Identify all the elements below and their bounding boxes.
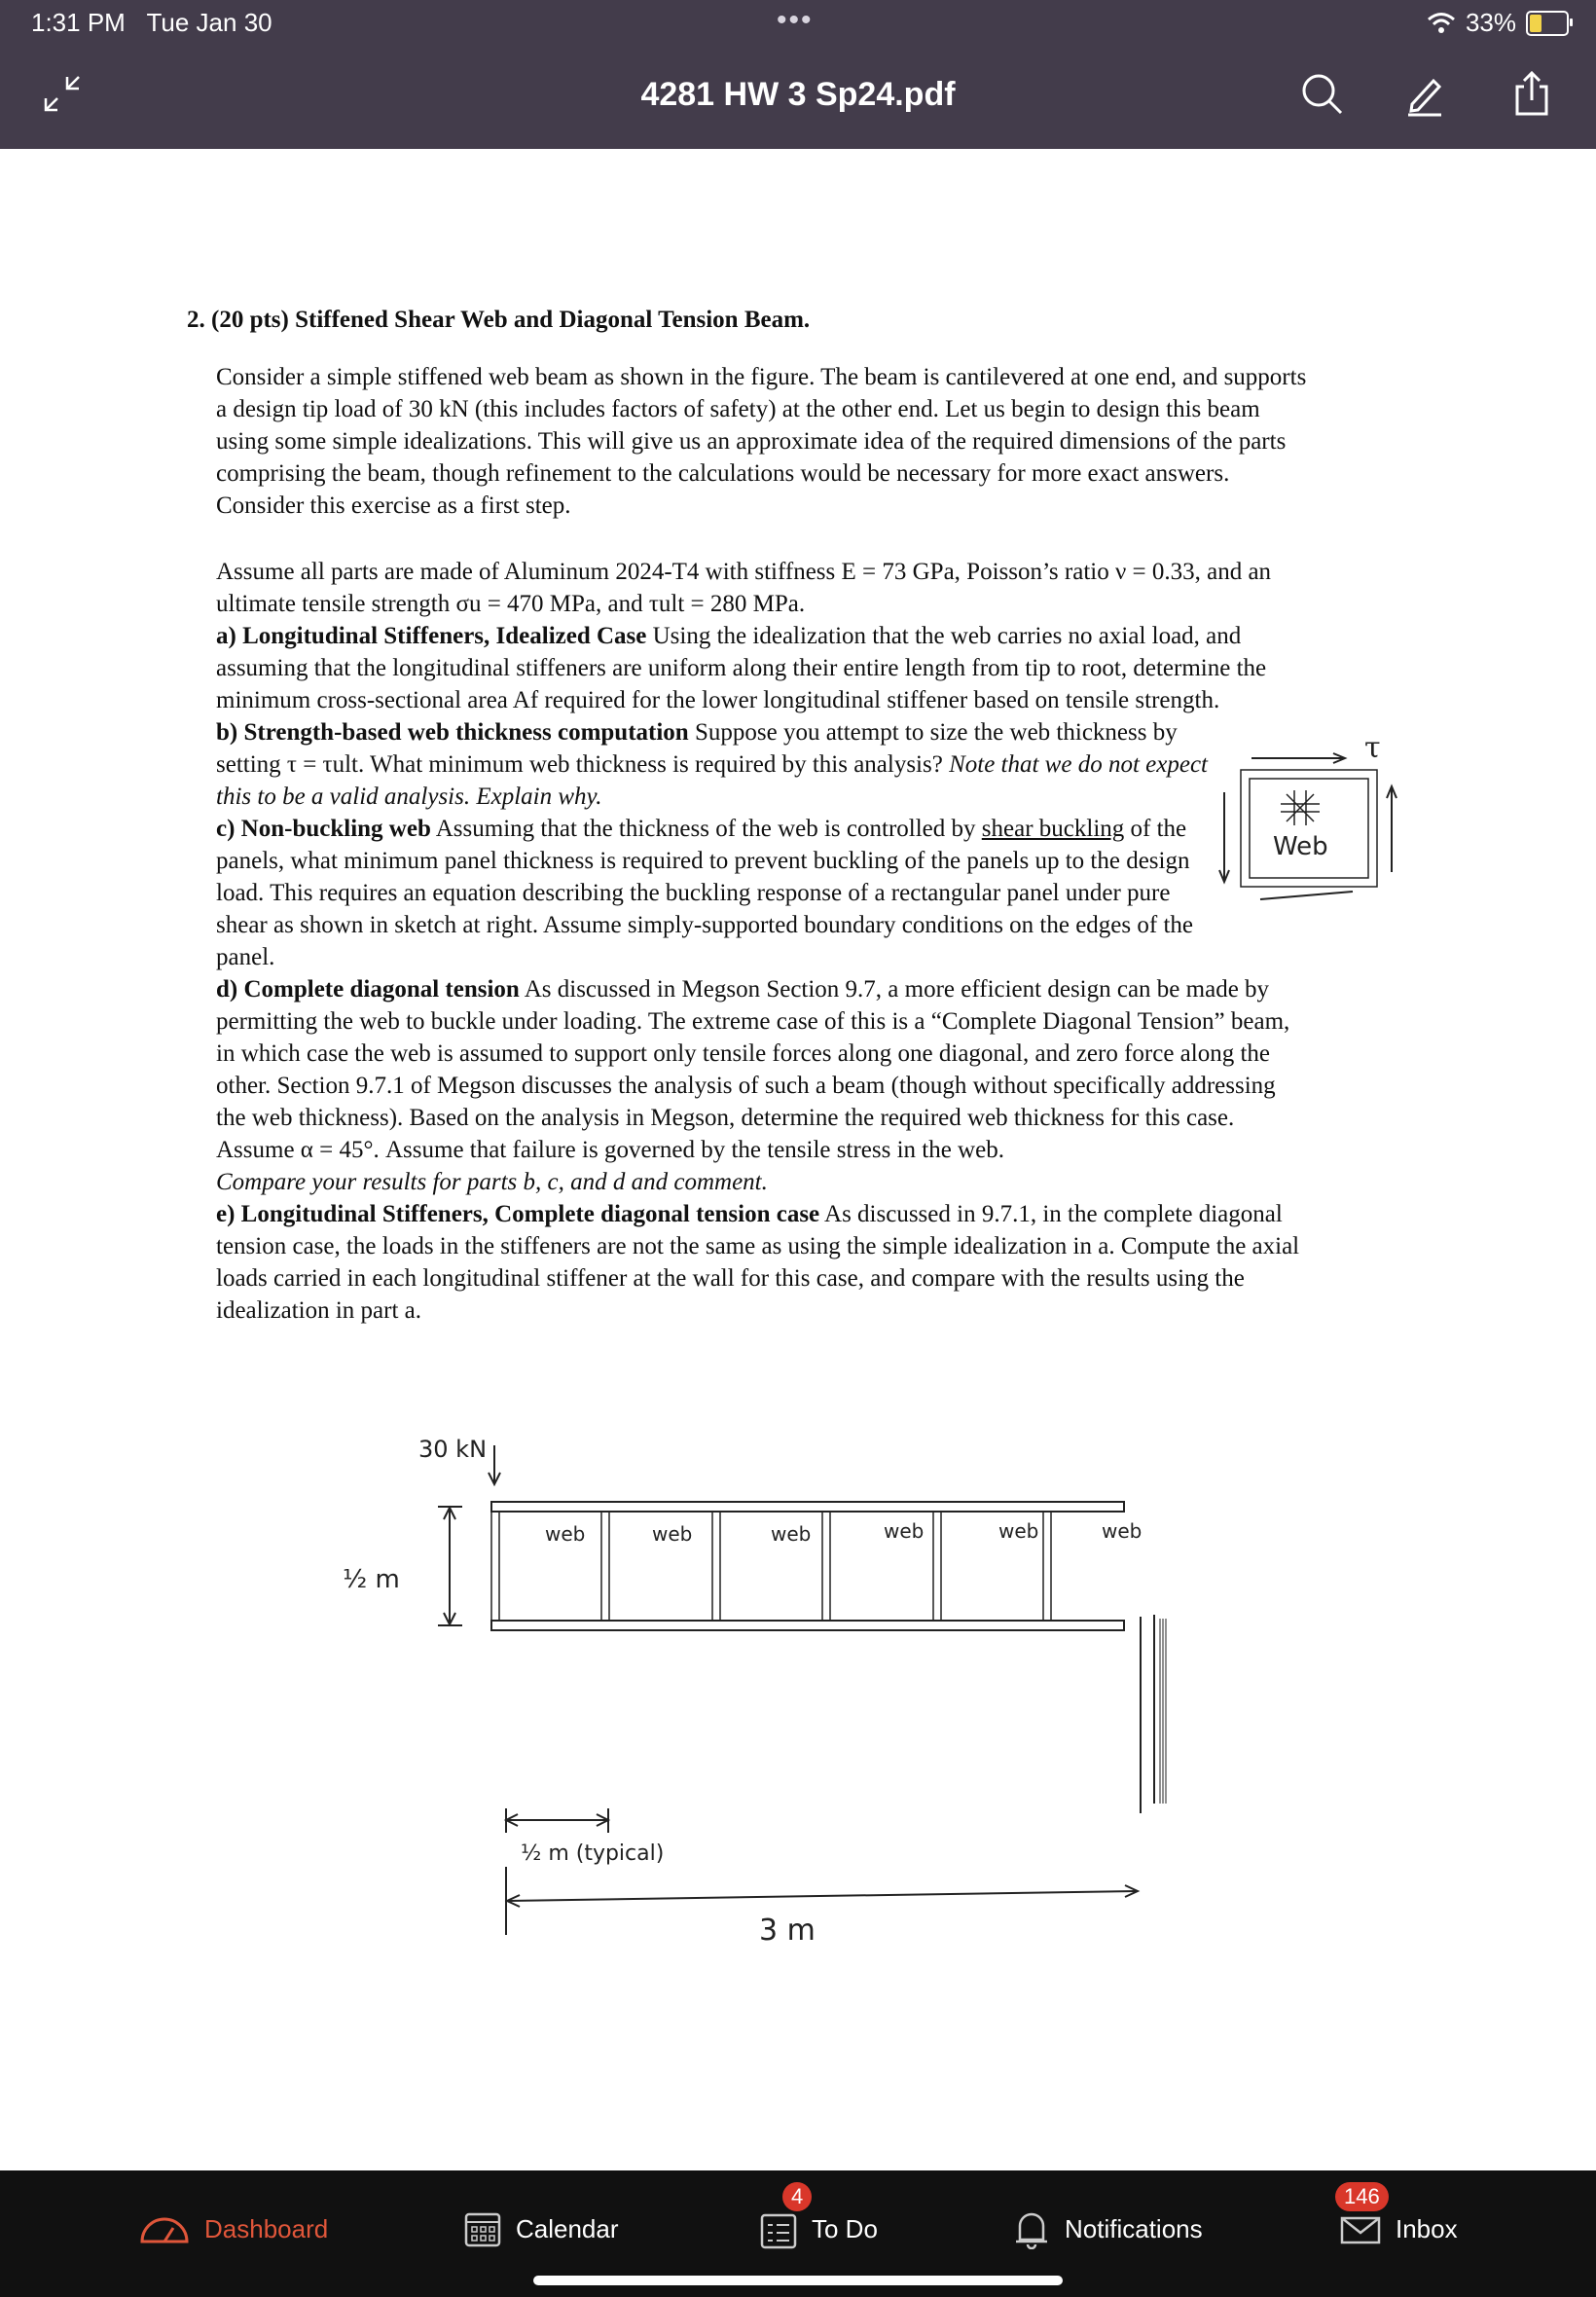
battery-percent: 33%	[1465, 8, 1516, 37]
tab-dashboard[interactable]	[138, 2200, 328, 2258]
question-heading: 2. (20 pts) Stiffened Shear Web and Diagonal Tension Beam.	[187, 307, 811, 333]
wall-hatching	[1141, 1615, 1166, 1813]
part-a-title: a) Longitudinal Stiffeners, Idealized Case	[216, 623, 647, 649]
pdf-page	[0, 149, 1596, 2170]
part-d-text: As discussed in Megson Section 9.7, a more efficient design can be made by permitting the web to buckle under loading. The extreme case of this is a “Complete Diagonal Tension” beam, in which case the web is assumed to support only tensile forces along one diagonal, and zero force along the other. Section 9.7.1 of Megson discusses the analysis of such a beam (though without specifically addressing the web thickness). Based on the analysis in Megson, determine the required web thickness for this case. Assume α = 45°. Assume that failure is governed by the tensile stress in the web.	[216, 976, 1290, 1163]
compare-note: Compare your results for parts b, c, and d and comment.	[216, 1169, 768, 1195]
part-c-underline: shear buckling	[981, 816, 1125, 842]
status-date: Tue Jan 30	[146, 8, 272, 37]
status-time	[31, 8, 272, 38]
calendar-icon	[463, 2209, 502, 2248]
intro-paragraph: Consider a simple stiffened web beam as shown in the figure. The beam is cantilevered at one end, and supports a design tip load of 30 kN (this includes factors of safety) at the other end. Let us begin to design this beam using some simple idealizations. This will give us an approximate idea of the required dimensions of the parts comprising the beam, though refinement to the calculations would be necessary for more exact answers. Consider this exercise as a first step.	[216, 364, 1307, 519]
tab-dashboard-label: Dashboard	[204, 2213, 329, 2243]
tau-label: τ	[1364, 731, 1381, 765]
part-b-text: Suppose you attempt to size the web thickness by setting τ = τult. What minimum web thickness is required by this analysis?	[216, 719, 1178, 778]
dashboard-icon	[138, 2212, 191, 2245]
web-label-3: web	[771, 1522, 812, 1546]
part-c-title: c) Non-buckling web	[216, 816, 431, 842]
search-icon[interactable]	[1294, 66, 1349, 121]
part-c	[216, 813, 1209, 973]
part-d-title: d) Complete diagonal tension	[216, 976, 520, 1003]
todo-badge: 4	[782, 2182, 812, 2211]
part-b	[216, 716, 1209, 813]
tab-calendar[interactable]	[463, 2200, 619, 2258]
part-e-text: As discussed in 9.7.1, in the complete diagonal tension case, the loads in the stiffeners are not the same as using the simple idealization in a. Compute the axial loads carried in each longitudinal stiffener at the wall for this case, and compare with the results using the idealization in part a.	[216, 1201, 1300, 1324]
beam-figure	[331, 1424, 1207, 1969]
home-indicator[interactable]	[533, 2276, 1063, 2285]
tab-inbox-label: Inbox	[1396, 2213, 1458, 2243]
part-e	[216, 1198, 1308, 1327]
part-c-text-1: Assuming that the thickness of the web is controlled by	[430, 816, 982, 842]
tab-todo-label: To Do	[812, 2213, 878, 2243]
web-label-6: web	[1102, 1519, 1143, 1543]
wifi-icon	[1427, 12, 1456, 35]
length-label: 3 m	[759, 1914, 816, 1948]
web-label-1: web	[545, 1522, 586, 1546]
web-label-2: web	[652, 1522, 693, 1546]
tab-notifications-label: Notifications	[1065, 2213, 1203, 2243]
tab-todo[interactable]	[759, 2200, 878, 2258]
parts-block	[216, 556, 1308, 1327]
spacing-label: ½ m (typical)	[521, 1841, 665, 1866]
tab-calendar-label: Calendar	[516, 2213, 619, 2243]
part-b-note: Note that we do not expect this to be a valid analysis. Explain why.	[216, 751, 1208, 810]
load-label: 30 kN	[418, 1436, 488, 1463]
assumptions: Assume all parts are made of Aluminum 2024-T4 with stiffness E = 73 GPa, Poisson’s ratio ν = 0.33, and an ultimate tensile strength σu = 470 MPa, and τult = 280 MPa.	[216, 559, 1272, 617]
top-bar	[0, 0, 1596, 149]
panel-web-label: Web	[1273, 832, 1328, 861]
envelope-icon	[1339, 2212, 1382, 2245]
annotate-pen-icon[interactable]	[1397, 66, 1452, 121]
web-label-5: web	[998, 1519, 1039, 1543]
part-a-text: Using the idealization that the web carries no axial load, and assuming that the longitudinal stiffeners are uniform along their entire length from tip to root, determine the minimum cross-sectional area Af required for the lower longitudinal stiffener based on tensile strength.	[216, 623, 1267, 713]
tab-bar	[0, 2170, 1596, 2297]
part-c-text-2: of the panels, what minimum panel thickness is required to prevent buckling of the panels up to the design load. This requires an equation describing the buckling response of a rectangular panel under pure shear as shown in sketch at right. Assume simply-supported boundary conditions on the edges of the panel.	[216, 816, 1194, 970]
battery-icon	[1526, 11, 1569, 36]
multitasking-dots[interactable]: •••	[777, 4, 814, 36]
part-d	[216, 973, 1308, 1166]
part-b-title: b) Strength-based web thickness computation	[216, 719, 689, 746]
part-a	[216, 620, 1308, 716]
part-e-title: e) Longitudinal Stiffeners, Complete diagonal tension case	[216, 1201, 820, 1227]
tab-notifications[interactable]	[1012, 2200, 1203, 2258]
share-icon[interactable]	[1505, 66, 1559, 121]
document-title: 4281 HW 3 Sp24.pdf	[640, 76, 956, 113]
web-label-4: web	[884, 1519, 925, 1543]
status-right	[1427, 8, 1569, 38]
status-clock: 1:31 PM	[31, 8, 126, 37]
todo-icon	[759, 2207, 798, 2250]
bell-icon	[1012, 2208, 1051, 2249]
inbox-badge: 146	[1335, 2182, 1389, 2211]
shear-panel-sketch	[1216, 709, 1411, 903]
height-label: ½ m	[343, 1565, 400, 1594]
